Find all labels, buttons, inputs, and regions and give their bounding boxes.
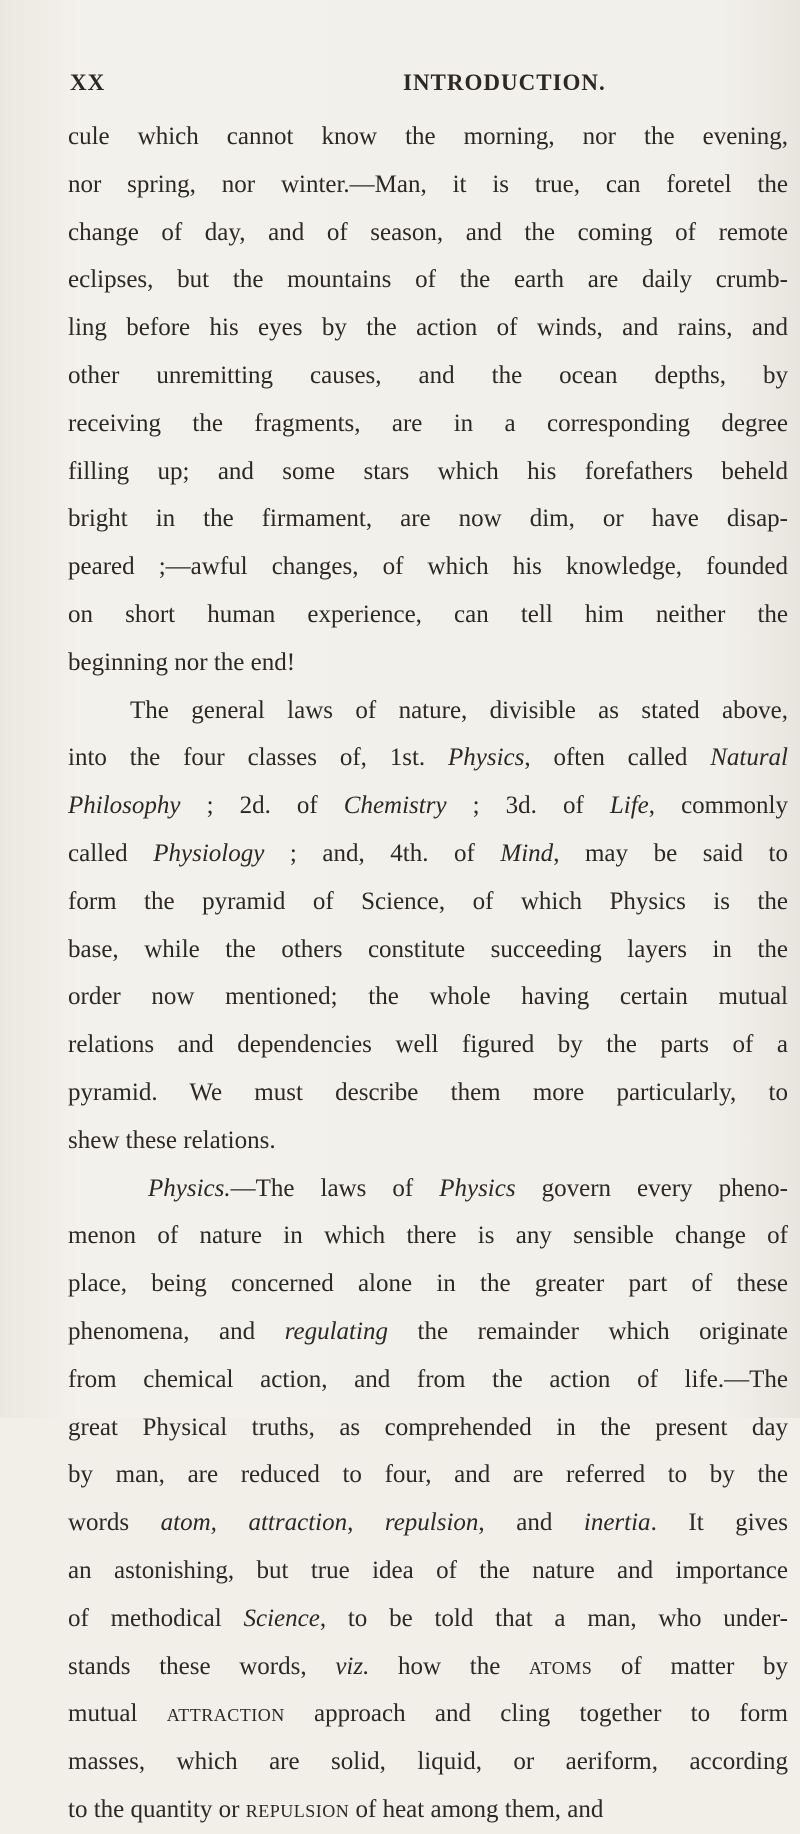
text-segment: —The laws of: [230, 1174, 440, 1202]
text-line: [68, 639, 788, 687]
page-header: [58, 70, 758, 110]
text-segment: an astonishing, but true idea of the nature and importance: [68, 1556, 788, 1584]
small-caps-text: atoms: [529, 1652, 593, 1680]
text-segment: stands these words,: [68, 1652, 336, 1680]
text-line: [68, 256, 788, 304]
text-line: [68, 830, 788, 878]
text-line: [68, 161, 788, 209]
text-segment: of matter by: [592, 1652, 788, 1680]
small-caps-text: attraction: [166, 1700, 285, 1728]
text-line: [68, 1786, 788, 1834]
italic-text: Philosophy: [68, 792, 181, 820]
text-segment: approach and cling together to form: [284, 1700, 789, 1728]
text-segment: govern every pheno-: [515, 1174, 788, 1202]
text-segment: ; 2d. of: [180, 792, 344, 820]
italic-text: Science: [243, 1604, 320, 1632]
italic-text: regulating: [284, 1317, 388, 1345]
italic-text: inertia: [583, 1509, 651, 1537]
text-segment: bright in the firmament, are now dim, or have disap-: [68, 505, 788, 533]
text-line: [68, 1117, 788, 1165]
page-number: XX: [70, 70, 106, 95]
text-line: [68, 1212, 788, 1260]
text-segment: form the pyramid of Science, of which Physics is the: [68, 887, 788, 915]
text-line: [68, 591, 788, 639]
body-text: [68, 113, 788, 1834]
text-line: [68, 1451, 788, 1499]
small-caps-text: repulsion: [245, 1795, 350, 1823]
text-segment: of heat among them, and: [349, 1795, 604, 1823]
text-line: [68, 1547, 788, 1595]
text-segment: menon of nature in which there is any sensible change of: [68, 1222, 788, 1250]
text-segment: , to be told that a man, who under-: [319, 1604, 788, 1632]
text-line: [68, 1690, 788, 1738]
text-line: [68, 400, 788, 448]
text-segment: change of day, and of season, and the coming of remote: [68, 218, 788, 246]
text-line: [68, 687, 788, 735]
text-line: [68, 926, 788, 974]
text-line: [68, 448, 788, 496]
text-segment: place, being concerned alone in the greater part of these: [68, 1270, 788, 1298]
text-line: [68, 1595, 788, 1643]
text-line: [68, 1069, 788, 1117]
text-line: [68, 352, 788, 400]
text-line: [68, 543, 788, 591]
text-segment: mutual: [68, 1700, 167, 1728]
italic-text: Physics.: [148, 1174, 231, 1202]
text-segment: eclipses, but the mountains of the earth are daily crumb-: [68, 266, 788, 294]
text-segment: cule which cannot know the morning, nor the evening,: [68, 123, 788, 150]
text-segment: the remainder which originate: [387, 1317, 788, 1345]
text-line: [68, 304, 788, 352]
text-segment: of methodical: [68, 1604, 244, 1632]
text-segment: base, while the others constitute succeeding layers in the: [68, 935, 788, 963]
text-segment: order now mentioned; the whole having certain mutual: [68, 983, 788, 1011]
text-segment: great Physical truths, as comprehended in the present day: [68, 1413, 788, 1441]
text-line: [68, 1499, 788, 1547]
text-segment: receiving the fragments, are in a corresponding degree: [68, 409, 788, 437]
text-line: [68, 1643, 788, 1691]
text-segment: called: [68, 839, 154, 867]
text-line: [68, 1165, 788, 1213]
italic-text: Physics: [439, 1174, 516, 1202]
text-line: [68, 782, 788, 830]
text-line: [68, 113, 788, 161]
text-segment: , may be said to: [553, 839, 788, 867]
text-segment: pyramid. We must describe them more particularly, to: [68, 1078, 788, 1106]
text-segment: beginning nor the end!: [68, 648, 296, 676]
text-segment: nor spring, nor winter.—Man, it is true, can foretel the: [68, 170, 788, 198]
text-segment: The general laws of nature, divisible as stated above,: [130, 696, 788, 724]
text-segment: , commonly: [648, 792, 788, 820]
text-segment: by man, are reduced to four, and are referred to by the: [68, 1461, 788, 1489]
text-segment: to the quantity or: [68, 1795, 246, 1823]
text-line: [68, 1021, 788, 1069]
text-line: [68, 1356, 788, 1404]
text-segment: words: [68, 1509, 161, 1537]
italic-text: Mind: [500, 839, 554, 867]
running-head: INTRODUCTION.: [403, 70, 606, 95]
text-segment: ; 3d. of: [446, 792, 610, 820]
text-line: [68, 878, 788, 926]
italic-text: Physics: [448, 744, 525, 772]
text-segment: into the four classes of, 1st.: [68, 744, 449, 772]
text-segment: other unremitting causes, and the ocean depths, by: [68, 361, 788, 389]
text-segment: relations and dependencies well figured by the parts of a: [68, 1031, 788, 1059]
text-segment: ; and, 4th. of: [264, 839, 501, 867]
text-line: [68, 1260, 788, 1308]
text-line: [68, 973, 788, 1021]
text-segment: phenomena, and: [68, 1317, 285, 1345]
italic-text: viz.: [335, 1652, 370, 1680]
text-segment: . It gives: [650, 1509, 788, 1537]
text-line: [68, 209, 788, 257]
italic-text: Physiology: [153, 839, 265, 867]
text-segment: , often called: [524, 744, 711, 772]
italic-text: Chemistry: [343, 792, 447, 820]
text-segment: , and: [478, 1509, 584, 1537]
text-segment: masses, which are solid, liquid, or aeriform, according: [68, 1748, 788, 1776]
text-segment: shew these relations.: [68, 1126, 276, 1154]
text-segment: filling up; and some stars which his forefathers beheld: [68, 457, 788, 485]
text-segment: on short human experience, can tell him neither the: [68, 600, 788, 628]
text-line: [68, 734, 788, 782]
text-segment: from chemical action, and from the action of life.—The: [68, 1365, 788, 1393]
italic-text: Life: [609, 792, 649, 820]
text-segment: how the: [369, 1652, 530, 1680]
text-line: [68, 495, 788, 543]
text-line: [68, 1738, 788, 1786]
italic-text: atom, attraction, repulsion: [160, 1509, 479, 1537]
text-line: [68, 1308, 788, 1356]
text-segment: ling before his eyes by the action of winds, and rains, and: [68, 314, 788, 342]
text-segment: peared ;—awful changes, of which his knowledge, founded: [68, 553, 788, 581]
text-line: [68, 1404, 788, 1452]
italic-text: Natural: [710, 744, 788, 772]
